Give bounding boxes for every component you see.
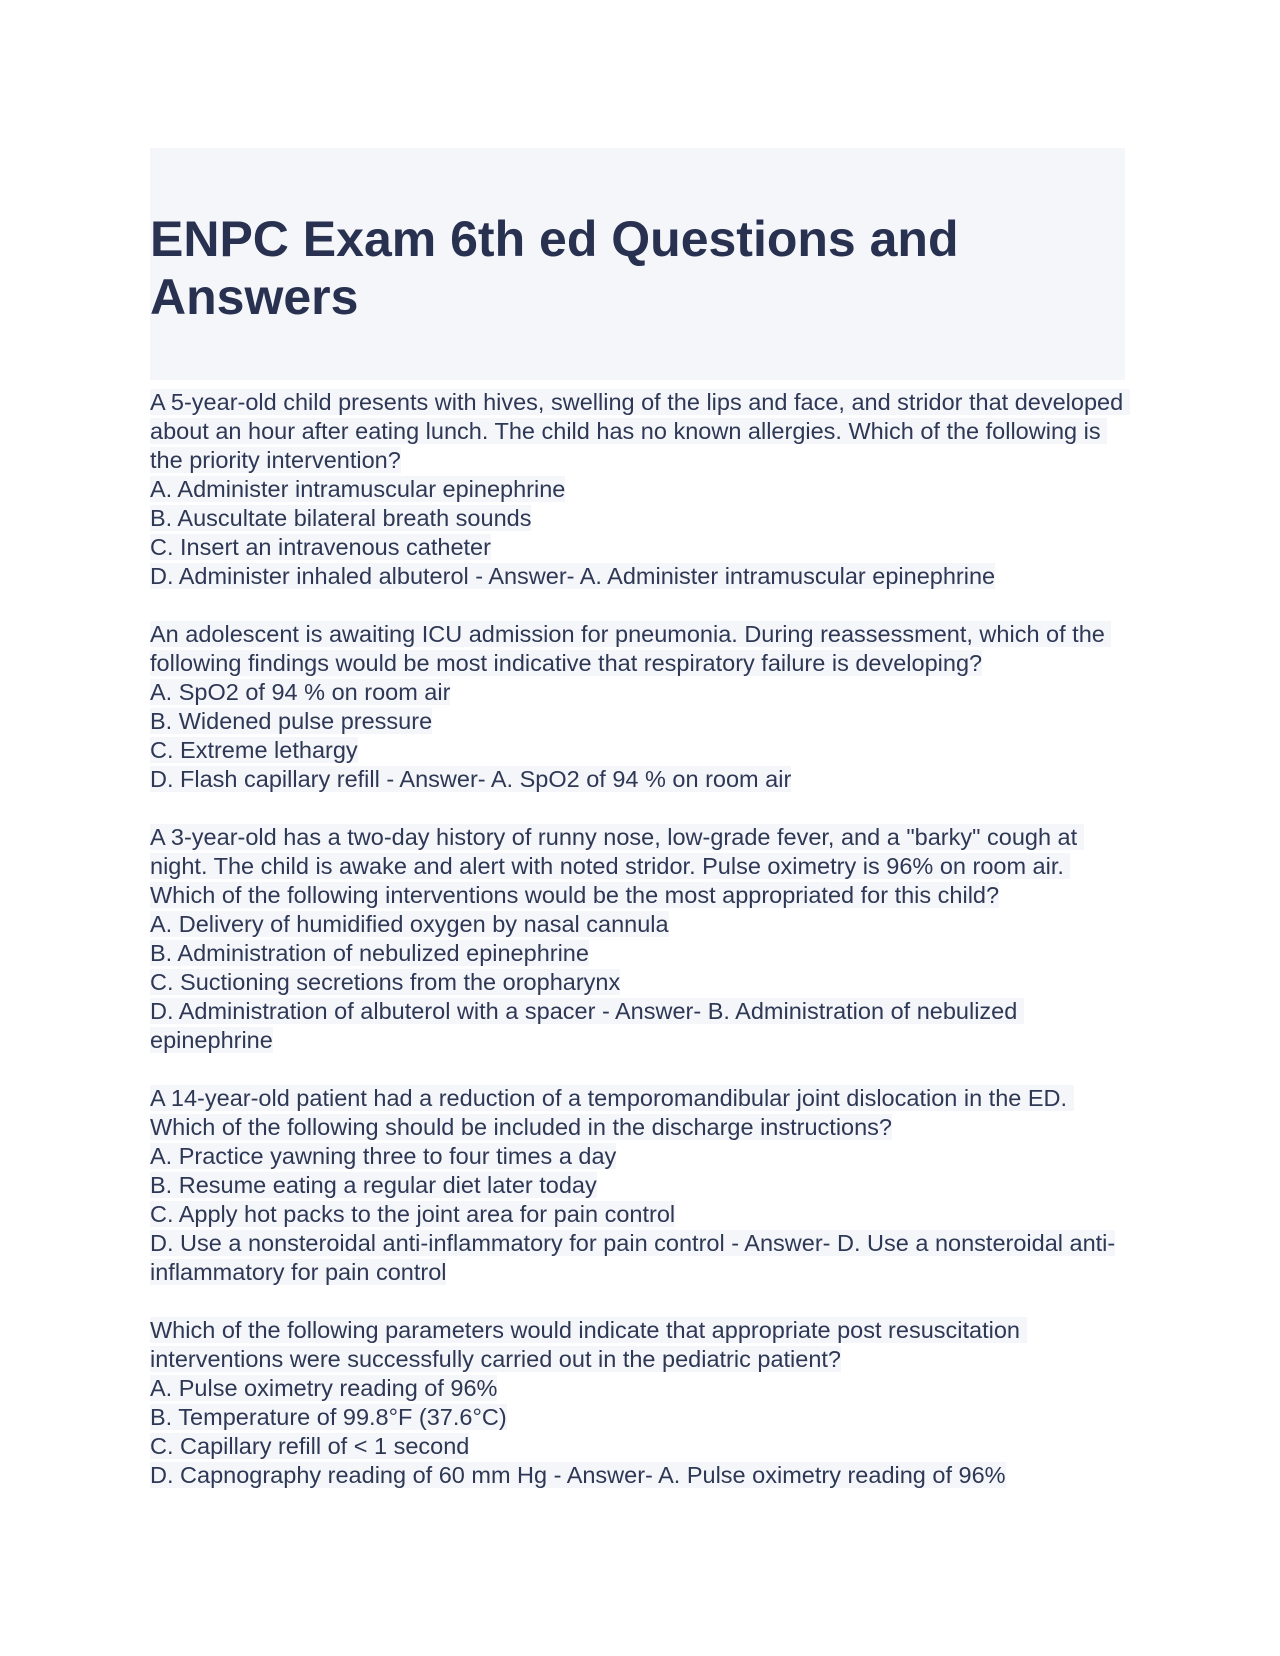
answer-option-with-answer: D. Use a nonsteroidal anti-inflammatory for pain control - Answer- D. Use a nonsteroidal anti-inflammatory for pain control: [150, 1230, 1116, 1285]
answer-option: B. Administration of nebulized epinephrine: [150, 940, 589, 966]
answer-option: C. Insert an intravenous catheter: [150, 534, 491, 560]
answer-option: B. Resume eating a regular diet later today: [150, 1172, 597, 1198]
answer-option: C. Capillary refill of < 1 second: [150, 1433, 470, 1459]
question-item: [150, 1084, 1125, 1287]
question-item: [150, 1316, 1125, 1490]
answer-option-with-answer: D. Administer inhaled albuterol - Answer- A. Administer intramuscular epinephrine: [150, 563, 996, 589]
question-item: [150, 620, 1125, 794]
answer-option: A. Delivery of humidified oxygen by nasal cannula: [150, 911, 669, 937]
question-item: [150, 388, 1130, 591]
answer-option-with-answer: D. Administration of albuterol with a spacer - Answer- B. Administration of nebulized epinephrine: [150, 998, 1024, 1053]
question-stem: A 14-year-old patient had a reduction of a temporomandibular joint dislocation in the ED. Which of the following should be included in the discharge instructions?: [150, 1085, 1074, 1140]
answer-option: C. Suctioning secretions from the oropharynx: [150, 969, 621, 995]
answer-option: A. Practice yawning three to four times a day: [150, 1143, 617, 1169]
question-item: [150, 823, 1125, 1055]
question-stem: A 3-year-old has a two-day history of runny nose, low-grade fever, and a "barky" cough at night. The child is awake and alert with noted stridor. Pulse oximetry is 96% on room air. Which of the following interventions would be the most appropriated for this child?: [150, 824, 1084, 908]
title-block: [150, 148, 1125, 380]
answer-option: B. Widened pulse pressure: [150, 708, 433, 734]
answer-option-with-answer: D. Flash capillary refill - Answer- A. SpO2 of 94 % on room air: [150, 766, 792, 792]
answer-option: A. SpO2 of 94 % on room air: [150, 679, 451, 705]
answer-option-with-answer: D. Capnography reading of 60 mm Hg - Answer- A. Pulse oximetry reading of 96%: [150, 1462, 1006, 1488]
answer-option: C. Apply hot packs to the joint area for pain control: [150, 1201, 676, 1227]
question-list: [150, 388, 1130, 1490]
page-title: ENPC Exam 6th ed Questions and Answers: [150, 211, 959, 325]
answer-option: A. Pulse oximetry reading of 96%: [150, 1375, 498, 1401]
answer-option: A. Administer intramuscular epinephrine: [150, 476, 566, 502]
answer-option: C. Extreme lethargy: [150, 737, 358, 763]
question-stem: A 5-year-old child presents with hives, swelling of the lips and face, and stridor that developed about an hour after eating lunch. The child has no known allergies. Which of the following is the priority intervention?: [150, 389, 1130, 473]
question-stem: An adolescent is awaiting ICU admission for pneumonia. During reassessment, which of the following findings would be most indicative that respiratory failure is developing?: [150, 621, 1112, 676]
answer-option: B. Auscultate bilateral breath sounds: [150, 505, 532, 531]
document-page: [150, 148, 1130, 1519]
answer-option: B. Temperature of 99.8°F (37.6°C): [150, 1404, 507, 1430]
question-stem: Which of the following parameters would indicate that appropriate post resuscitation interventions were successfully carried out in the pediatric patient?: [150, 1317, 1027, 1372]
